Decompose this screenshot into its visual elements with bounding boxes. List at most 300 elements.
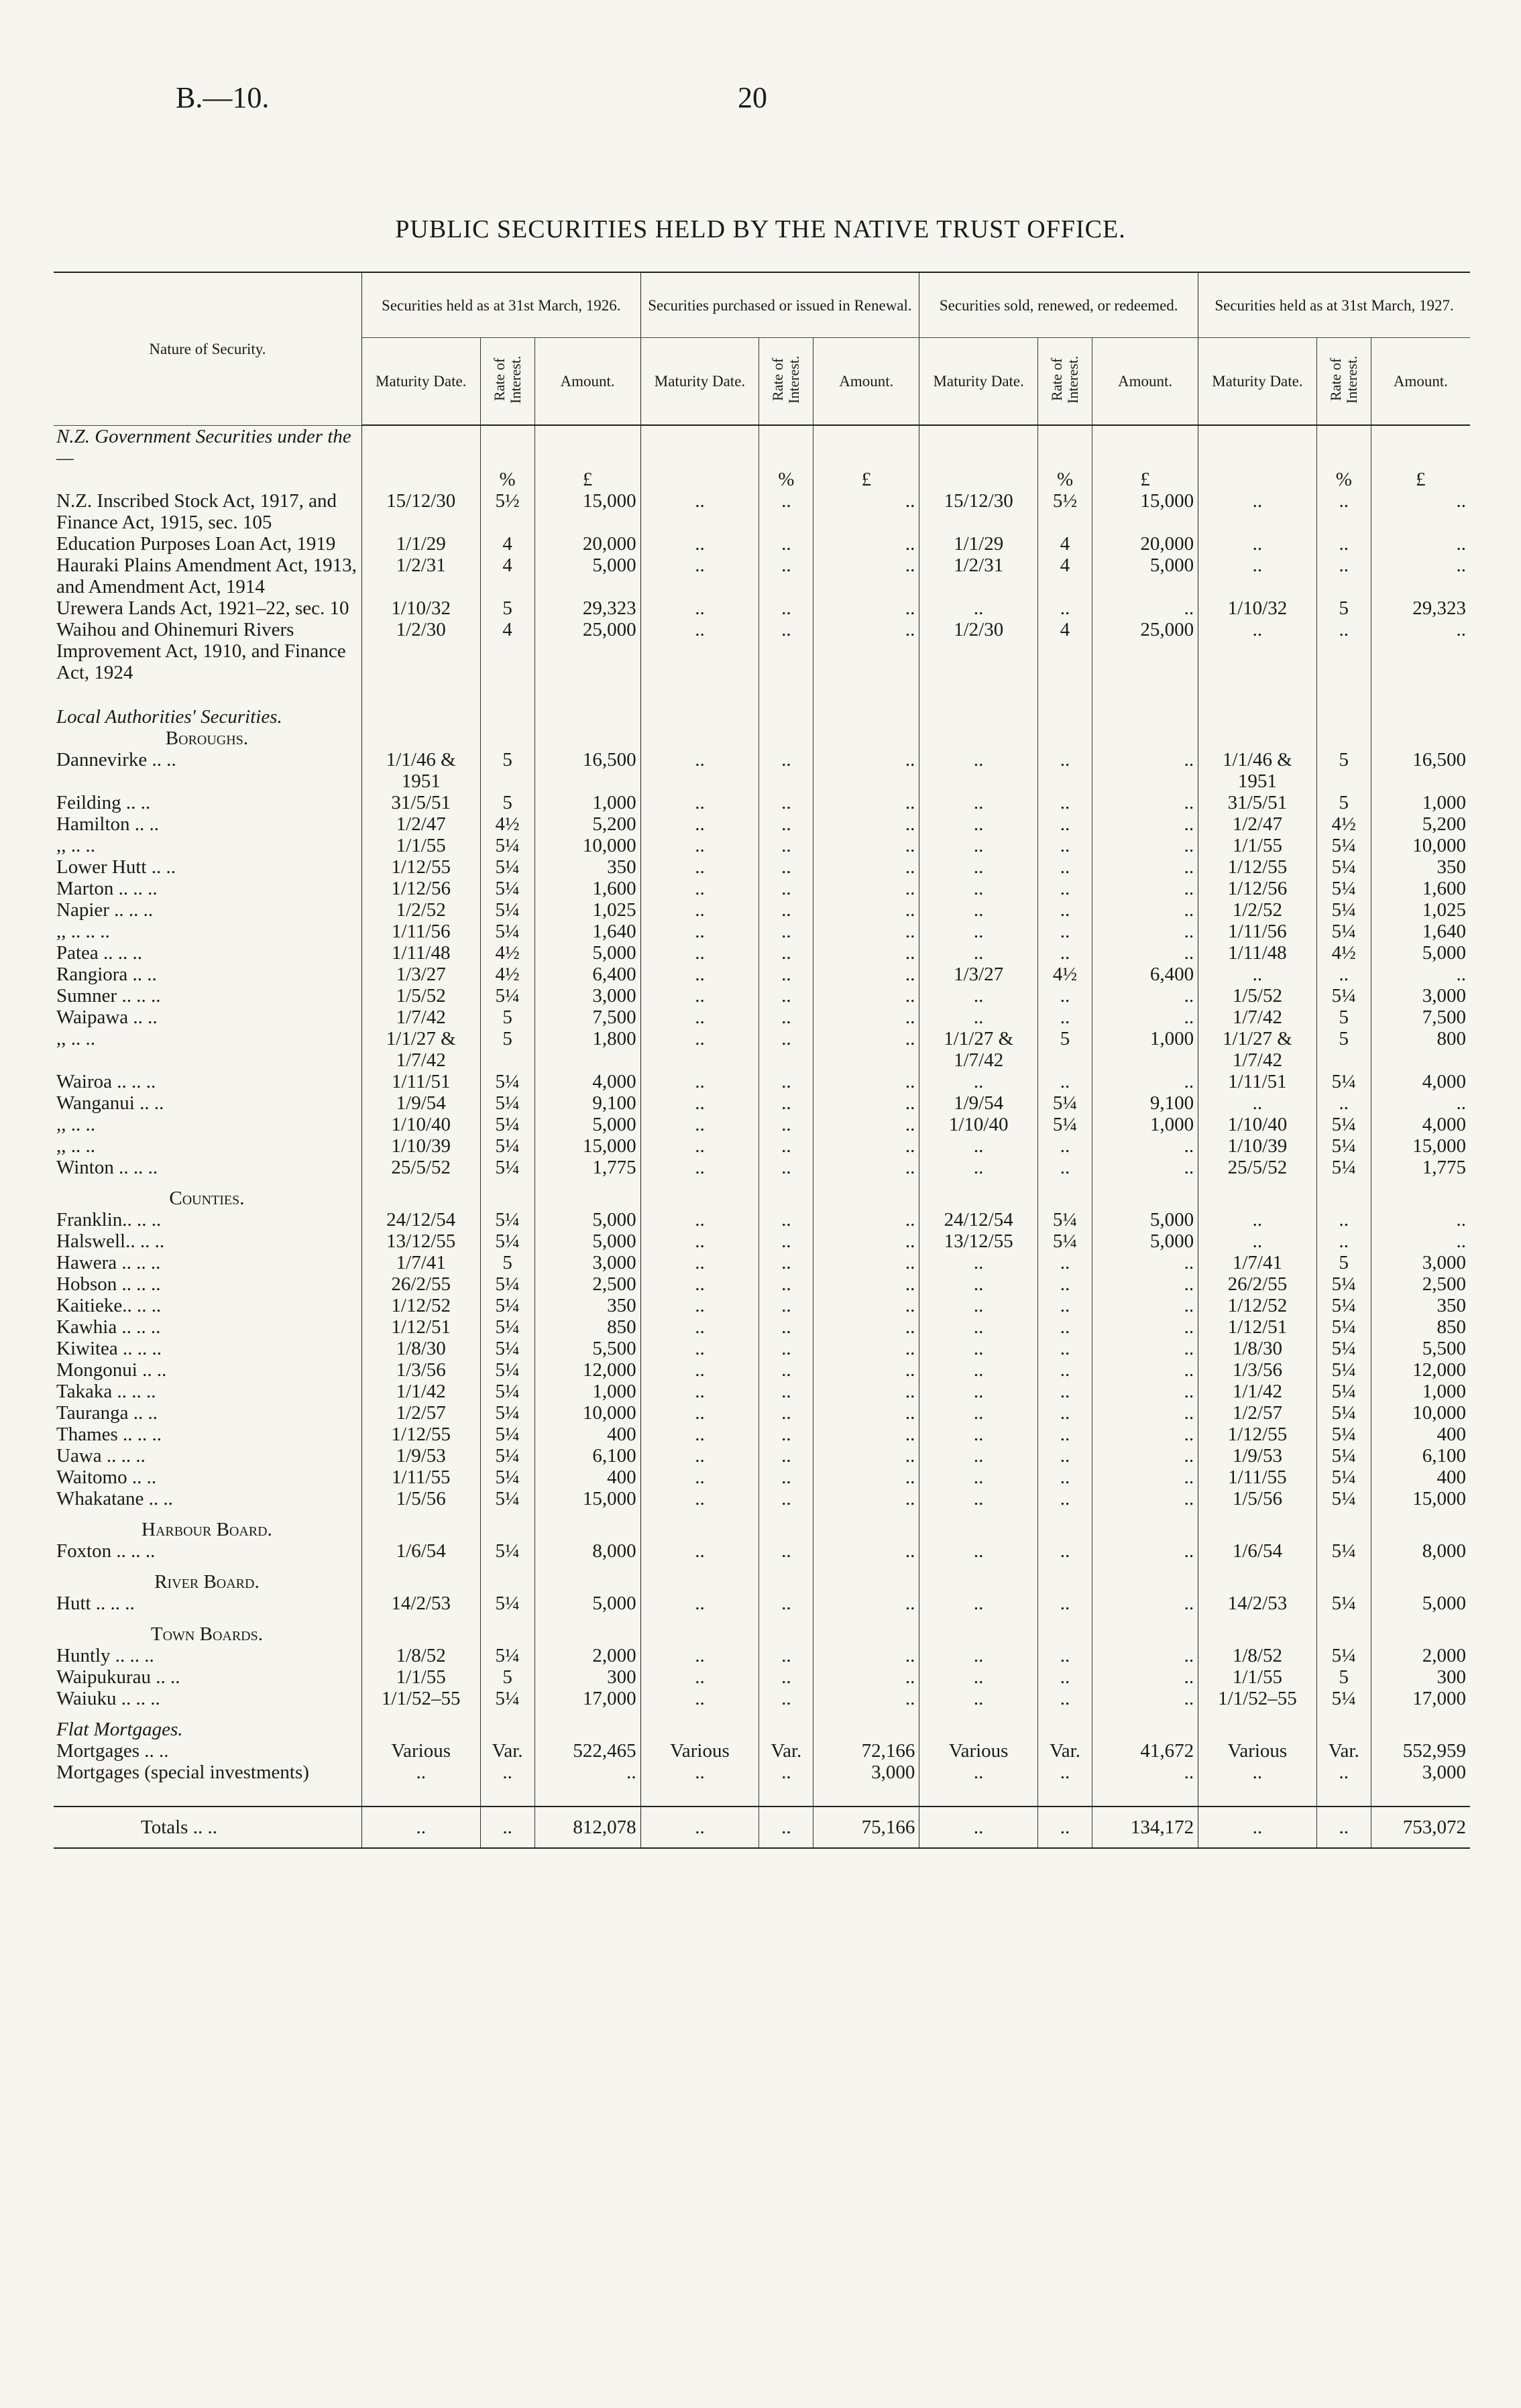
maturity-date-cell: ..: [919, 942, 1038, 964]
security-name: Mortgages .. ..: [56, 1739, 169, 1762]
security-name: Sumner .. .. ..: [56, 984, 161, 1007]
interest-rate-cell: 5¼: [480, 1593, 534, 1614]
amount-cell: [1092, 728, 1198, 749]
amount-cell: ..: [813, 1252, 919, 1273]
interest-rate-cell: ..: [759, 1092, 813, 1114]
amount-cell: ..: [1092, 921, 1198, 942]
amount-cell: ..: [813, 1688, 919, 1709]
interest-rate-cell: ..: [1038, 1273, 1092, 1295]
interest-rate-cell: ..: [1038, 1762, 1092, 1783]
security-name: [54, 683, 361, 706]
maturity-date-cell: [640, 1614, 759, 1623]
maturity-date-cell: ..: [640, 1028, 759, 1071]
maturity-date-cell: ..: [640, 1467, 759, 1488]
maturity-date-cell: 24/12/54: [919, 1209, 1038, 1230]
maturity-date-cell: 1/1/27 & 1/7/42: [919, 1028, 1038, 1071]
amount-cell: ..: [813, 985, 919, 1007]
interest-rate-cell: ..: [759, 1007, 813, 1028]
amount-cell: 3,000: [813, 1762, 919, 1783]
maturity-date-cell: [640, 1178, 759, 1188]
maturity-date-cell: ..: [640, 1762, 759, 1783]
table-row: [54, 749, 1470, 792]
amount-cell: 12,000: [1371, 1359, 1470, 1381]
amount-cell: 5,000: [534, 555, 640, 597]
amount-cell: 812,078: [534, 1807, 640, 1848]
interest-rate-cell: 5¼: [1316, 1114, 1371, 1135]
maturity-date-cell: 1/10/32: [361, 597, 480, 619]
interest-rate-cell: 5¼: [1316, 1593, 1371, 1614]
interest-rate-cell: [1038, 1519, 1092, 1540]
maturity-date-cell: [640, 706, 759, 728]
maturity-date-cell: [640, 1562, 759, 1571]
amount-cell: [1092, 706, 1198, 728]
security-name: Hobson .. .. ..: [56, 1273, 161, 1295]
interest-rate-cell: 5¼: [480, 1359, 534, 1381]
maturity-date-cell: ..: [919, 1295, 1038, 1316]
interest-rate-cell: Var.: [1038, 1740, 1092, 1762]
interest-rate-cell: 5¼: [480, 1467, 534, 1488]
amount-cell: ..: [813, 1230, 919, 1252]
interest-rate-cell: [480, 683, 534, 706]
amount-cell: [813, 1571, 919, 1593]
maturity-date-cell: 1/10/40: [919, 1114, 1038, 1135]
amount-cell: 15,000: [1092, 490, 1198, 533]
security-name: Waihou and Ohinemuri Rivers Improvement Act, 1910, and Finance Act, 1924: [56, 618, 346, 683]
amount-cell: 5,000: [534, 1114, 640, 1135]
maturity-date-cell: 14/2/53: [361, 1593, 480, 1614]
amount-cell: ..: [534, 1762, 640, 1783]
gap-row: [54, 1562, 1470, 1571]
maturity-date-cell: ..: [640, 619, 759, 683]
interest-rate-cell: ..: [1038, 899, 1092, 921]
table-row: [54, 813, 1470, 835]
interest-rate-cell: 5: [480, 749, 534, 792]
maturity-date-cell: [919, 1519, 1038, 1540]
table-row: [54, 985, 1470, 1007]
interest-rate-cell: ..: [1316, 619, 1371, 683]
maturity-date-cell: [1198, 1188, 1317, 1209]
interest-rate-cell: ..: [1038, 1688, 1092, 1709]
securities-table-container: [54, 272, 1470, 1849]
maturity-date-cell: 1/10/40: [361, 1114, 480, 1135]
interest-rate-cell: ..: [759, 1424, 813, 1445]
interest-rate-cell: [759, 1562, 813, 1571]
security-name: Patea .. .. ..: [56, 941, 143, 964]
maturity-date-cell: ..: [640, 792, 759, 813]
amount-cell: ..: [1092, 1071, 1198, 1092]
interest-rate-cell: 4½: [480, 813, 534, 835]
maturity-date-cell: [361, 1562, 480, 1571]
interest-rate-cell: [759, 1623, 813, 1645]
amount-cell: ..: [813, 533, 919, 555]
table-row: [54, 619, 1470, 683]
amount-cell: [1371, 706, 1470, 728]
maturity-date-cell: ..: [640, 1359, 759, 1381]
interest-rate-cell: ..: [759, 619, 813, 683]
interest-rate-cell: 5¼: [480, 1338, 534, 1359]
security-name: Uawa .. .. ..: [56, 1444, 146, 1467]
interest-rate-cell: [759, 728, 813, 749]
maturity-date-cell: [919, 425, 1038, 469]
maturity-date-cell: ..: [1198, 1209, 1317, 1230]
interest-rate-cell: [1038, 425, 1092, 469]
amount-cell: ..: [1092, 1467, 1198, 1488]
maturity-date-cell: 1/11/48: [1198, 942, 1317, 964]
maturity-date-cell: 1/1/55: [361, 835, 480, 856]
maturity-date-cell: ..: [919, 1593, 1038, 1614]
maturity-date-cell: [361, 1519, 480, 1540]
security-name: Waipawa .. ..: [56, 1006, 158, 1028]
interest-rate-cell: ..: [759, 985, 813, 1007]
maturity-date-cell: 1/10/39: [361, 1135, 480, 1157]
maturity-date-cell: [361, 1709, 480, 1719]
maturity-date-cell: [1198, 469, 1317, 490]
maturity-date-cell: 1/1/29: [361, 533, 480, 555]
amount-cell: 17,000: [1371, 1688, 1470, 1709]
amount-cell: ..: [813, 1316, 919, 1338]
interest-rate-cell: 5¼: [1316, 899, 1371, 921]
interest-rate-cell: ..: [1038, 1295, 1092, 1316]
maturity-date-cell: ..: [1198, 555, 1317, 597]
amount-cell: [1092, 1623, 1198, 1645]
maturity-date-cell: ..: [1198, 964, 1317, 985]
maturity-date-cell: ..: [640, 490, 759, 533]
maturity-date-cell: [640, 1509, 759, 1519]
amount-cell: 5,000: [1371, 1593, 1470, 1614]
maturity-date-cell: 1/1/27 & 1/7/42: [361, 1028, 480, 1071]
security-name: Urewera Lands Act, 1921–22, sec. 10: [56, 597, 349, 619]
maturity-date-cell: 1/1/52–55: [1198, 1688, 1317, 1709]
amount-cell: 300: [534, 1666, 640, 1688]
maturity-date-cell: [919, 1709, 1038, 1719]
maturity-date-cell: ..: [919, 835, 1038, 856]
maturity-date-cell: 1/7/41: [1198, 1252, 1317, 1273]
maturity-date-cell: ..: [919, 1688, 1038, 1709]
security-name: ,, .. .. ..: [56, 920, 110, 942]
interest-rate-cell: ..: [1038, 921, 1092, 942]
maturity-date-cell: 1/7/42: [1198, 1007, 1317, 1028]
amount-cell: 25,000: [1092, 619, 1198, 683]
maturity-date-cell: ..: [640, 1273, 759, 1295]
interest-rate-cell: 5¼: [1316, 1135, 1371, 1157]
interest-rate-cell: [1316, 1562, 1371, 1571]
amount-cell: [1092, 683, 1198, 706]
maturity-date-cell: 1/11/48: [361, 942, 480, 964]
maturity-date-cell: 26/2/55: [361, 1273, 480, 1295]
amount-cell: ..: [813, 1488, 919, 1509]
interest-rate-cell: ..: [759, 490, 813, 533]
interest-rate-cell: [480, 1562, 534, 1571]
interest-rate-cell: 5¼: [1316, 1540, 1371, 1562]
amount-cell: [1371, 683, 1470, 706]
amount-cell: ..: [813, 878, 919, 899]
maturity-date-cell: ..: [1198, 490, 1317, 533]
maturity-date-cell: 31/5/51: [1198, 792, 1317, 813]
maturity-date-cell: ..: [919, 856, 1038, 878]
interest-rate-cell: %: [759, 469, 813, 490]
security-name: Harbour Board.: [142, 1518, 272, 1540]
amount-cell: [534, 706, 640, 728]
table-row: [54, 1740, 1470, 1762]
interest-rate-cell: ..: [759, 597, 813, 619]
amount-cell: 5,500: [534, 1338, 640, 1359]
amount-cell: 5,500: [1371, 1338, 1470, 1359]
security-name: [54, 1178, 361, 1188]
interest-rate-cell: 5¼: [1316, 878, 1371, 899]
amount-cell: ..: [813, 1209, 919, 1230]
amount-cell: [1092, 1709, 1198, 1719]
interest-rate-cell: ..: [1038, 813, 1092, 835]
amount-cell: 5,000: [534, 1209, 640, 1230]
maturity-date-cell: 1/12/55: [361, 856, 480, 878]
maturity-date-cell: [919, 1562, 1038, 1571]
security-name: Thames .. .. ..: [56, 1423, 162, 1445]
amount-cell: [1371, 1519, 1470, 1540]
maturity-date-cell: [361, 469, 480, 490]
interest-rate-cell: ..: [759, 1381, 813, 1402]
interest-rate-cell: 4½: [1038, 964, 1092, 985]
interest-rate-cell: ..: [759, 1359, 813, 1381]
maturity-date-cell: ..: [919, 1645, 1038, 1666]
maturity-date-cell: ..: [640, 1402, 759, 1424]
maturity-date-cell: ..: [919, 1007, 1038, 1028]
maturity-date-cell: 1/2/52: [1198, 899, 1317, 921]
maturity-date-cell: ..: [640, 1135, 759, 1157]
maturity-date-cell: 1/5/56: [1198, 1488, 1317, 1509]
maturity-date-cell: [919, 706, 1038, 728]
security-name: Napier .. .. ..: [56, 899, 154, 921]
interest-rate-cell: ..: [759, 921, 813, 942]
amount-cell: ..: [1092, 1645, 1198, 1666]
maturity-date-cell: ..: [919, 1402, 1038, 1424]
amount-cell: 5,000: [534, 942, 640, 964]
maturity-date-cell: ..: [919, 1273, 1038, 1295]
amount-cell: 1,600: [534, 878, 640, 899]
security-name: Hauraki Plains Amendment Act, 1913, and Amendment Act, 1914: [56, 554, 357, 597]
interest-rate-cell: ..: [1316, 490, 1371, 533]
maturity-date-cell: ..: [1198, 619, 1317, 683]
security-name: Franklin.. .. ..: [56, 1208, 162, 1230]
interest-rate-cell: 5¼: [480, 1645, 534, 1666]
maturity-date-cell: ..: [640, 555, 759, 597]
nature-of-security-header: Nature of Security.: [54, 272, 361, 425]
interest-rate-cell: [480, 728, 534, 749]
interest-rate-cell: [480, 1709, 534, 1719]
maturity-date-cell: ..: [1198, 1807, 1317, 1848]
interest-rate-cell: ..: [1038, 1359, 1092, 1381]
gap-row: [54, 1509, 1470, 1519]
amount-cell: ..: [1092, 1135, 1198, 1157]
security-name: Wanganui .. ..: [56, 1092, 164, 1114]
amount-cell: ..: [1092, 813, 1198, 835]
table-row: [54, 1645, 1470, 1666]
amount-cell: 350: [534, 1295, 640, 1316]
amount-cell: ..: [1092, 1762, 1198, 1783]
table-row: [54, 1028, 1470, 1071]
security-name: Kawhia .. .. ..: [56, 1316, 161, 1338]
table-row: [54, 1295, 1470, 1316]
amount-cell: [1371, 1783, 1470, 1807]
interest-rate-cell: ..: [1316, 1230, 1371, 1252]
amount-cell: ..: [813, 792, 919, 813]
sub-row: [54, 1188, 1470, 1209]
interest-rate-cell: ..: [759, 1402, 813, 1424]
amount-cell: [1092, 1519, 1198, 1540]
amount-cell: 2,000: [534, 1645, 640, 1666]
interest-rate-cell: ..: [1038, 1381, 1092, 1402]
amount-cell: 2,500: [1371, 1273, 1470, 1295]
table-row: [54, 1338, 1470, 1359]
table-row: [54, 533, 1470, 555]
interest-rate-cell: ..: [1038, 792, 1092, 813]
interest-rate-cell: 5: [1316, 597, 1371, 619]
interest-rate-cell: 4: [1038, 533, 1092, 555]
interest-rate-cell: ..: [1038, 1071, 1092, 1092]
sec-row: [54, 1719, 1470, 1740]
interest-rate-cell: [480, 1571, 534, 1593]
maturity-date-cell: 1/1/55: [1198, 835, 1317, 856]
security-name: Counties.: [169, 1187, 245, 1209]
maturity-date-cell: ..: [640, 1807, 759, 1848]
interest-rate-cell: ..: [759, 1688, 813, 1709]
maturity-date-cell: ..: [919, 1071, 1038, 1092]
security-name: Kaitieke.. .. ..: [56, 1294, 162, 1316]
interest-rate-cell: 5: [480, 1666, 534, 1688]
amount-cell: [1371, 1562, 1470, 1571]
table-row: [54, 899, 1470, 921]
interest-rate-cell: 5: [1038, 1028, 1092, 1071]
maturity-date-cell: ..: [640, 1688, 759, 1709]
amount-cell: ..: [813, 964, 919, 985]
sec-row: [54, 706, 1470, 728]
interest-rate-cell: [759, 1783, 813, 1807]
maturity-date-cell: 1/3/27: [361, 964, 480, 985]
amount-cell: ..: [1092, 1273, 1198, 1295]
maturity-date-cell: [640, 469, 759, 490]
interest-rate-cell: 5: [1316, 1666, 1371, 1688]
amount-cell: 1,025: [534, 899, 640, 921]
amount-cell: ..: [813, 813, 919, 835]
maturity-date-cell: ..: [640, 813, 759, 835]
interest-rate-cell: 5¼: [1316, 1359, 1371, 1381]
amount-cell: [1371, 1719, 1470, 1740]
security-name: Rangiora .. ..: [56, 963, 157, 985]
amount-cell: ..: [1092, 1593, 1198, 1614]
amount-cell: [1371, 1178, 1470, 1188]
interest-rate-cell: 5½: [480, 490, 534, 533]
interest-rate-cell: ..: [1038, 1338, 1092, 1359]
interest-rate-cell: [1316, 1783, 1371, 1807]
interest-rate-cell: [759, 1709, 813, 1719]
amount-cell: ..: [813, 1467, 919, 1488]
interest-rate-cell: 5¼: [480, 835, 534, 856]
amount-cell: [534, 728, 640, 749]
maturity-date-cell: ..: [919, 792, 1038, 813]
table-row: [54, 1762, 1470, 1783]
maturity-date-cell: [919, 1783, 1038, 1807]
interest-rate-cell: 5¼: [480, 921, 534, 942]
amount-cell: 400: [534, 1467, 640, 1488]
amount-cell: 5,000: [1092, 1209, 1198, 1230]
maturity-date-cell: ..: [919, 1540, 1038, 1562]
security-name: [54, 469, 361, 490]
maturity-date-cell: 1/2/31: [919, 555, 1038, 597]
maturity-date-cell: 15/12/30: [919, 490, 1038, 533]
maturity-date-cell: ..: [640, 1157, 759, 1178]
amount-cell: ..: [813, 899, 919, 921]
interest-rate-cell: [1316, 1178, 1371, 1188]
amount-cell: 5,000: [1092, 1230, 1198, 1252]
interest-rate-cell: [480, 1188, 534, 1209]
security-name: Waitomo .. ..: [56, 1466, 157, 1488]
security-name: Waiuku .. .. ..: [56, 1687, 160, 1709]
amount-cell: [534, 1623, 640, 1645]
interest-rate-cell: ..: [1038, 1593, 1092, 1614]
amount-cell: ..: [1092, 985, 1198, 1007]
table-row: [54, 835, 1470, 856]
maturity-date-cell: 26/2/55: [1198, 1273, 1317, 1295]
maturity-date-cell: 1/1/55: [361, 1666, 480, 1688]
amount-cell: 9,100: [534, 1092, 640, 1114]
interest-rate-cell: ..: [1038, 1252, 1092, 1273]
interest-rate-cell: ..: [759, 1645, 813, 1666]
maturity-date-cell: ..: [640, 942, 759, 964]
security-name: Halswell.. .. ..: [56, 1230, 165, 1252]
amount-cell: 41,672: [1092, 1740, 1198, 1762]
maturity-date-cell: 1/11/56: [361, 921, 480, 942]
interest-rate-cell: [1316, 1188, 1371, 1209]
interest-rate-cell: 5¼: [1316, 1316, 1371, 1338]
maturity-date-cell: ..: [919, 1135, 1038, 1157]
group-header-purchased: Securities purchased or issued in Renewal.: [640, 272, 919, 338]
amount-cell: [534, 425, 640, 469]
interest-rate-cell: 5: [1316, 1028, 1371, 1071]
interest-rate-cell: [1038, 1509, 1092, 1519]
interest-rate-cell: [1316, 1719, 1371, 1740]
interest-rate-cell: ..: [759, 1488, 813, 1509]
interest-rate-cell: [480, 1719, 534, 1740]
amount-cell: 400: [1371, 1424, 1470, 1445]
maturity-date-cell: ..: [640, 1593, 759, 1614]
maturity-date-cell: ..: [1198, 533, 1317, 555]
subheader-rate-3: [1038, 338, 1092, 426]
interest-rate-cell: [759, 1188, 813, 1209]
maturity-date-cell: ..: [1198, 1762, 1317, 1783]
amount-cell: ..: [1092, 856, 1198, 878]
maturity-date-cell: [1198, 1562, 1317, 1571]
interest-rate-cell: %: [1316, 469, 1371, 490]
interest-rate-cell: 4: [1038, 555, 1092, 597]
maturity-date-cell: 1/5/52: [1198, 985, 1317, 1007]
interest-rate-cell: ..: [759, 1338, 813, 1359]
table-row: [54, 1230, 1470, 1252]
rate-of-interest-label: Rate of Interest.: [769, 355, 803, 404]
page-title: PUBLIC SECURITIES HELD BY THE NATIVE TRUST OFFICE.: [395, 215, 1126, 243]
interest-rate-cell: ..: [759, 749, 813, 792]
interest-rate-cell: [759, 1178, 813, 1188]
maturity-date-cell: 1/6/54: [1198, 1540, 1317, 1562]
amount-cell: 1,800: [534, 1028, 640, 1071]
table-row: [54, 1424, 1470, 1445]
group-header-held-1926: Securities held as at 31st March, 1926.: [361, 272, 640, 338]
maturity-date-cell: ..: [640, 1230, 759, 1252]
maturity-date-cell: [919, 1719, 1038, 1740]
amount-cell: ..: [813, 1071, 919, 1092]
interest-rate-cell: 5¼: [1038, 1114, 1092, 1135]
interest-rate-cell: 5¼: [1038, 1092, 1092, 1114]
amount-cell: ..: [1092, 1252, 1198, 1273]
amount-cell: 15,000: [534, 1135, 640, 1157]
